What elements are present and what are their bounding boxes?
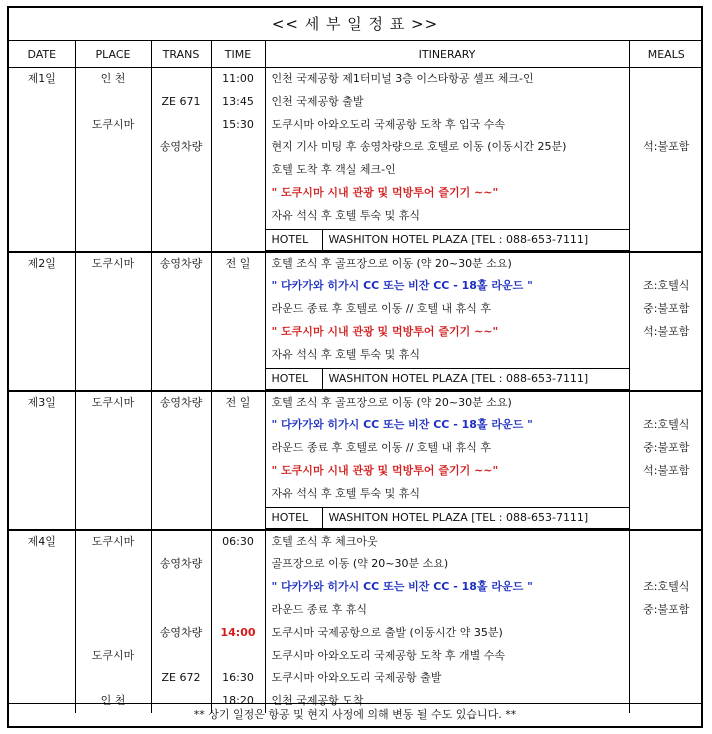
- meal-cell: 중:불포함: [643, 441, 690, 455]
- itinerary-line: 현지 기사 미팅 후 송영차량으로 호텔로 이동 (이동시간 25분): [271, 140, 567, 154]
- day-label: 제1일: [27, 72, 56, 85]
- time-cell: 13:45: [222, 94, 254, 108]
- hotel-row: [266, 507, 629, 529]
- trans-cell: ZE 672: [161, 671, 201, 685]
- place-cell: [76, 91, 151, 114]
- itinerary-line: 도쿠시마 아와오도리 국제공항 도착 후 입국 수속: [271, 117, 505, 131]
- meal-cell: 석:불포함: [643, 463, 690, 477]
- time-cell: 전 일: [225, 395, 251, 409]
- itinerary-line: 라운드 종료 후 호텔로 이동 // 호텔 내 휴식 후: [271, 441, 492, 455]
- day-label: 제3일: [27, 395, 56, 409]
- trans-cell: ZE 671: [161, 94, 201, 108]
- itinerary-line: 자유 석식 후 호텔 투숙 및 휴식: [271, 347, 420, 361]
- hotel-value: WASHITON HOTEL PLAZA [TEL : 088-653-7111]: [328, 371, 589, 385]
- place-cell: 인 천: [100, 72, 126, 85]
- itinerary-line: 도쿠시마 아와오도리 국제공항 출발: [271, 671, 442, 685]
- schedule-document: [7, 6, 703, 728]
- meal-cell: 중:불포함: [643, 302, 690, 316]
- footer-note: ** 상기 일정은 항공 및 현지 사정에 의해 변동 될 수도 있습니다. **: [9, 703, 701, 726]
- itinerary-highlight-blue: " 다카가와 히가시 CC 또는 비잔 CC - 18홀 라운드 ": [271, 418, 533, 432]
- hotel-row: [266, 229, 629, 251]
- itinerary-line: 라운드 종료 후 호텔로 이동 // 호텔 내 휴식 후: [271, 302, 492, 316]
- header-time: TIME: [211, 41, 265, 68]
- header-date: DATE: [9, 41, 75, 68]
- schedule-table: [9, 41, 703, 713]
- header-meals: MEALS: [629, 41, 703, 68]
- trans-cell: 송영차량: [159, 395, 203, 409]
- time-cell: 전 일: [225, 256, 251, 270]
- itinerary-line: 호텔 도착 후 객실 체크-인: [271, 163, 396, 177]
- itinerary-highlight-red: " 도쿠시마 시내 관광 및 먹방투어 즐기기 ~~": [271, 185, 499, 199]
- meal-cell: 중:불포함: [643, 602, 690, 616]
- place-cell: 도쿠시마: [91, 395, 135, 409]
- trans-cell: 송영차량: [159, 256, 203, 270]
- hotel-value: WASHITON HOTEL PLAZA [TEL : 088-653-7111]: [328, 510, 589, 524]
- itinerary-line: 호텔 조식 후 골프장으로 이동 (약 20~30분 소요): [271, 395, 512, 409]
- itinerary-highlight-red: " 도쿠시마 시내 관광 및 먹방투어 즐기기 ~~": [271, 324, 499, 338]
- place-cell: 도쿠시마: [91, 534, 135, 548]
- meal-cell: 석:불포함: [643, 140, 690, 154]
- header-place: PLACE: [75, 41, 151, 68]
- place-cell: 도쿠시마: [91, 648, 135, 662]
- place-cell: 도쿠시마: [91, 256, 135, 270]
- time-cell: 11:00: [222, 72, 254, 85]
- day-3-block: [9, 391, 703, 530]
- place-cell: 인 천: [100, 694, 126, 708]
- trans-cell: [152, 68, 211, 91]
- trans-cell: 송영차량: [159, 625, 203, 639]
- time-cell: 06:30: [222, 534, 254, 548]
- itinerary-line: 라운드 종료 후 휴식: [271, 602, 367, 616]
- time-cell-highlight: 14:00: [220, 625, 256, 639]
- meal-cell: 석:불포함: [643, 324, 690, 338]
- header-itinerary: ITINERARY: [265, 41, 629, 68]
- itinerary-line: 인천 국제공항 출발: [271, 94, 364, 108]
- itinerary-line: 자유 석식 후 호텔 투숙 및 휴식: [271, 208, 420, 222]
- meal-cell: 조:호텔식: [643, 279, 690, 293]
- day-label: 제2일: [27, 256, 56, 270]
- trans-cell: [152, 114, 211, 137]
- itinerary-line: 호텔 조식 후 체크아웃: [271, 534, 378, 548]
- place-cell: 도쿠시마: [91, 117, 135, 131]
- header-row: [9, 41, 703, 68]
- itinerary-highlight-blue: " 다카가와 히가시 CC 또는 비잔 CC - 18홀 라운드 ": [271, 580, 533, 594]
- meal-cell: 조:호텔식: [643, 418, 690, 432]
- hotel-value: WASHITON HOTEL PLAZA [TEL : 088-653-7111]: [328, 232, 589, 246]
- itinerary-line: 호텔 조식 후 골프장으로 이동 (약 20~30분 소요): [271, 256, 512, 270]
- itinerary-line: 도쿠시마 아와오도리 국제공항 도착 후 개별 수속: [271, 648, 505, 662]
- time-cell: 16:30: [222, 671, 254, 685]
- hotel-label: HOTEL: [266, 508, 323, 528]
- time-cell: 18:20: [222, 694, 254, 708]
- place-cell: [76, 136, 151, 159]
- meal-cell: 조:호텔식: [643, 580, 690, 594]
- itinerary-line: 도쿠시마 국제공항으로 출발 (이동시간 약 35분): [271, 625, 503, 639]
- itinerary-highlight-red: " 도쿠시마 시내 관광 및 먹방투어 즐기기 ~~": [271, 463, 499, 477]
- header-trans: TRANS: [151, 41, 211, 68]
- itinerary-line: 인천 국제공항 제1터미널 3층 이스타항공 셀프 체크-인: [271, 72, 534, 85]
- trans-cell: 송영차량: [159, 557, 203, 571]
- day-1-block: [9, 68, 703, 252]
- day-label: 제4일: [27, 534, 56, 548]
- itinerary-line: 자유 석식 후 호텔 투숙 및 휴식: [271, 486, 420, 500]
- hotel-label: HOTEL: [266, 369, 323, 389]
- itinerary-highlight-blue: " 다카가와 히가시 CC 또는 비잔 CC - 18홀 라운드 ": [271, 279, 533, 293]
- day-4-block: [9, 530, 703, 713]
- page-title: << 세 부 일 정 표 >>: [9, 8, 701, 41]
- hotel-label: HOTEL: [266, 230, 323, 250]
- itinerary-line: 인천 국제공항 도착: [271, 694, 364, 708]
- itinerary-line: 골프장으로 이동 (약 20~30분 소요): [271, 557, 449, 571]
- time-cell: 15:30: [222, 117, 254, 131]
- hotel-row: [266, 368, 629, 390]
- day-2-block: [9, 252, 703, 391]
- trans-cell: 송영차량: [159, 140, 203, 154]
